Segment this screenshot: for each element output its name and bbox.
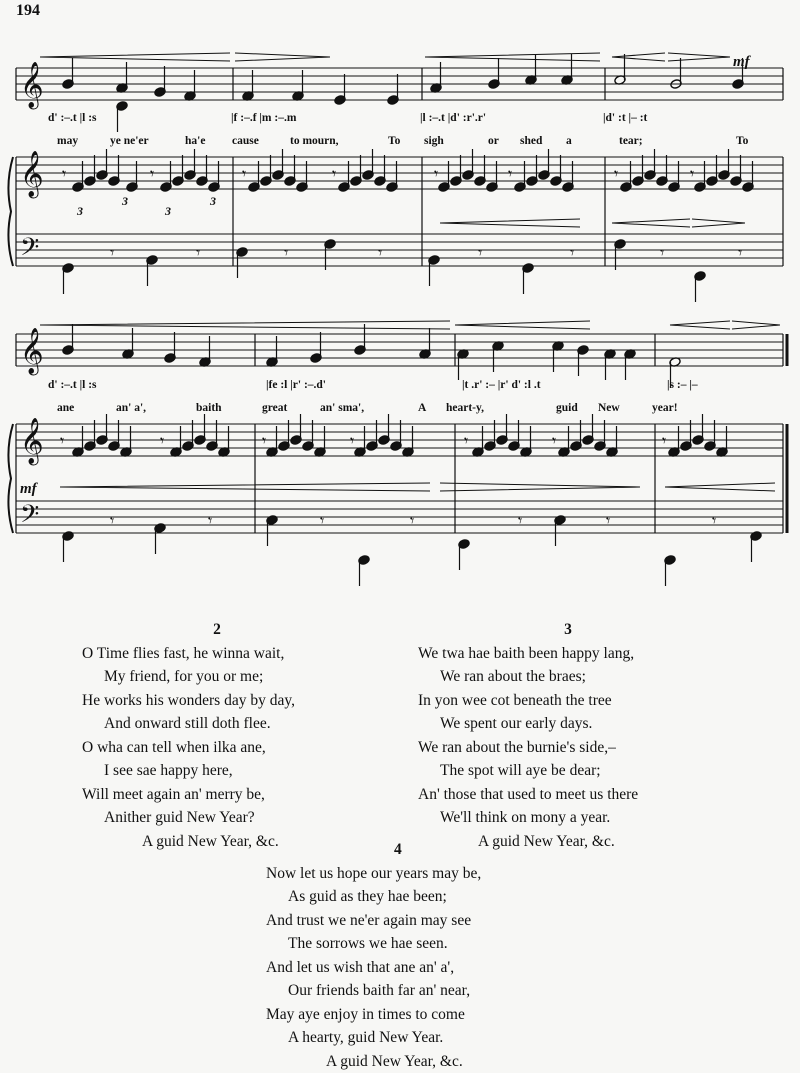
treble-clef-icon: 𝄞 [20,328,44,376]
rest-icon: 𝄾 [60,433,64,450]
verse-line: In yon wee cot beneath the tree [418,689,718,713]
verse-number: 2 [82,618,352,642]
crescendo-hairpin [665,483,775,491]
lyric: may [57,135,78,147]
rest-icon: 𝄾 [410,513,414,530]
verse-line: We spent our early days. [418,712,718,736]
verse-line: He works his wonders day by day, [82,689,352,713]
rest-icon: 𝄾 [434,166,438,183]
rest-icon: 𝄾 [110,245,114,262]
lyric: ye ne'er [110,135,149,147]
verse-line: An' those that used to meet us there [418,783,718,807]
rest-icon: 𝄾 [350,433,354,450]
crescendo-hairpin [670,321,730,329]
solfa-bar-7: |t .r' :– |r' d' :l .t [462,379,541,391]
verse-number: 4 [266,838,546,862]
lyric: sigh [424,135,444,147]
piano-brace [8,424,13,533]
triplet-mark: 3 [164,204,171,218]
verse-line: Will meet again an' merry be, [82,783,352,807]
lyric: ane [57,402,74,414]
solfa-bar-8: |s :– |– [667,379,698,391]
solfa-bar-3: |l :–.t |d' :r'.r' [420,112,486,124]
triplet-mark: 3 [121,194,128,208]
solfa-bar-5: d' :–.t |l :s [48,379,97,391]
verse-line: A hearty, guid New Year. [266,1026,546,1050]
verse-3 [418,618,718,853]
rest-icon: 𝄾 [62,166,66,183]
lyric: ha'e [185,135,205,147]
notes [60,54,762,586]
rest-icon: 𝄾 [518,513,522,530]
rest-icon: 𝄾 [662,433,666,450]
verse-refrain: A guid New Year, &c. [266,1050,546,1073]
rest-icon: 𝄾 [570,245,574,262]
lyric: cause [232,135,259,147]
lyric: guid [556,402,578,414]
verse-line: As guid as they hae been; [266,885,546,909]
rest-icon: 𝄾 [690,166,694,183]
dynamic-mf-top: mf [733,54,752,70]
rest-icon: 𝄾 [320,513,324,530]
diminuendo-hairpin [668,53,730,61]
bass-clef-icon: 𝄢 [20,501,39,534]
verse-line: The spot will aye be dear; [418,759,718,783]
rest-icon: 𝄾 [110,513,114,530]
triplet-mark: 3 [76,204,83,218]
rest-icon: 𝄾 [552,433,556,450]
lyric: an' sma', [320,402,364,414]
clefs [20,62,44,534]
rest-icon: 𝄾 [208,513,212,530]
verse-line: We ran about the burnie's side,– [418,736,718,760]
rest-icon: 𝄾 [712,513,716,530]
diminuendo-hairpin [732,321,780,329]
verse-line: Our friends baith far an' near, [266,979,546,1003]
rest-icon: 𝄾 [478,245,482,262]
rest-icon: 𝄾 [196,245,200,262]
crescendo-hairpin [612,219,690,227]
verse-line: And onward still doth flee. [82,712,352,736]
rest-icon: 𝄾 [332,166,336,183]
verse-line: We twa hae baith been happy lang, [418,642,718,666]
crescendo-hairpin [40,321,450,329]
lyric: To [388,135,401,147]
verse-line: Anither guid New Year? [82,806,352,830]
rest-icon: 𝄾 [738,245,742,262]
verse-number: 3 [418,618,718,642]
crescendo-hairpin [455,321,590,329]
rest-icon: 𝄾 [284,245,288,262]
lyric: year! [652,402,678,414]
verse-line: I see sae happy here, [82,759,352,783]
treble-clef-icon: 𝄞 [20,62,44,110]
rest-icon: 𝄾 [660,245,664,262]
solfa-bar-1: d' :–.t |l :s [48,112,97,124]
verse-line: May aye enjoy in times to come [266,1003,546,1027]
treble-clef-icon: 𝄞 [20,151,44,199]
rest-icon: 𝄾 [378,245,382,262]
rest-icon: 𝄾 [606,513,610,530]
rest-icon: 𝄾 [508,166,512,183]
verse-line: We'll think on mony a year. [418,806,718,830]
lyric: To [736,135,749,147]
diminuendo-hairpin [440,483,640,491]
verse-line: Now let us hope our years may be, [266,862,546,886]
dynamic-mf-lower: mf [20,481,39,497]
rest-icon: 𝄾 [150,166,154,183]
crescendo-hairpin [60,483,430,491]
lyric: heart-y, [446,402,484,414]
rest-icon: 𝄾 [464,433,468,450]
lyric: an' a', [116,402,146,414]
crescendo-hairpin [425,53,600,61]
verse-2 [82,618,352,853]
lyric: A [418,402,427,414]
diminuendo-hairpin [692,219,745,227]
rest-icon: 𝄾 [160,433,164,450]
verse-line: And let us wish that ane an' a', [266,956,546,980]
solfa-bar-6: |fe :l |r' :–.d' [266,379,326,391]
treble-clef-icon: 𝄞 [20,418,44,466]
rest-icon: 𝄾 [262,433,266,450]
verse-line: We ran about the braes; [418,665,718,689]
verse-line: O wha can tell when ilka ane, [82,736,352,760]
crescendo-hairpin [440,219,580,227]
lyric: tear; [619,135,643,147]
rest-icon: 𝄾 [242,166,246,183]
verse-line: And trust we ne'er again may see [266,909,546,933]
solfa-bar-2: |f :–.f |m :–.m [231,112,297,124]
triplet-mark: 3 [209,194,216,208]
verse-line: My friend, for you or me; [82,665,352,689]
page-number: 194 [16,2,40,20]
crescendo-hairpin [612,53,665,61]
solfa-bar-4: |d' :t |– :t [603,112,648,124]
lyric: or [488,135,499,147]
crescendo-hairpins [40,53,780,491]
lyric: great [262,402,288,414]
lyric: a [566,135,572,147]
diminuendo-hairpin [235,53,330,61]
crescendo-hairpin [40,53,230,61]
verse-line: The sorrows we hae seen. [266,932,546,956]
rest-icon: 𝄾 [614,166,618,183]
bass-clef-icon: 𝄢 [20,234,39,267]
verse-line: O Time flies fast, he winna wait, [82,642,352,666]
lyric: to mourn, [290,135,339,147]
lyric: New [598,402,620,414]
piano-brace [8,157,13,266]
verse-refrain: A guid New Year, &c. [418,830,718,854]
lyric: baith [196,402,222,414]
verse-4 [266,838,546,1073]
lyric: shed [520,135,543,147]
verse-refrain: A guid New Year, &c. [82,830,352,854]
